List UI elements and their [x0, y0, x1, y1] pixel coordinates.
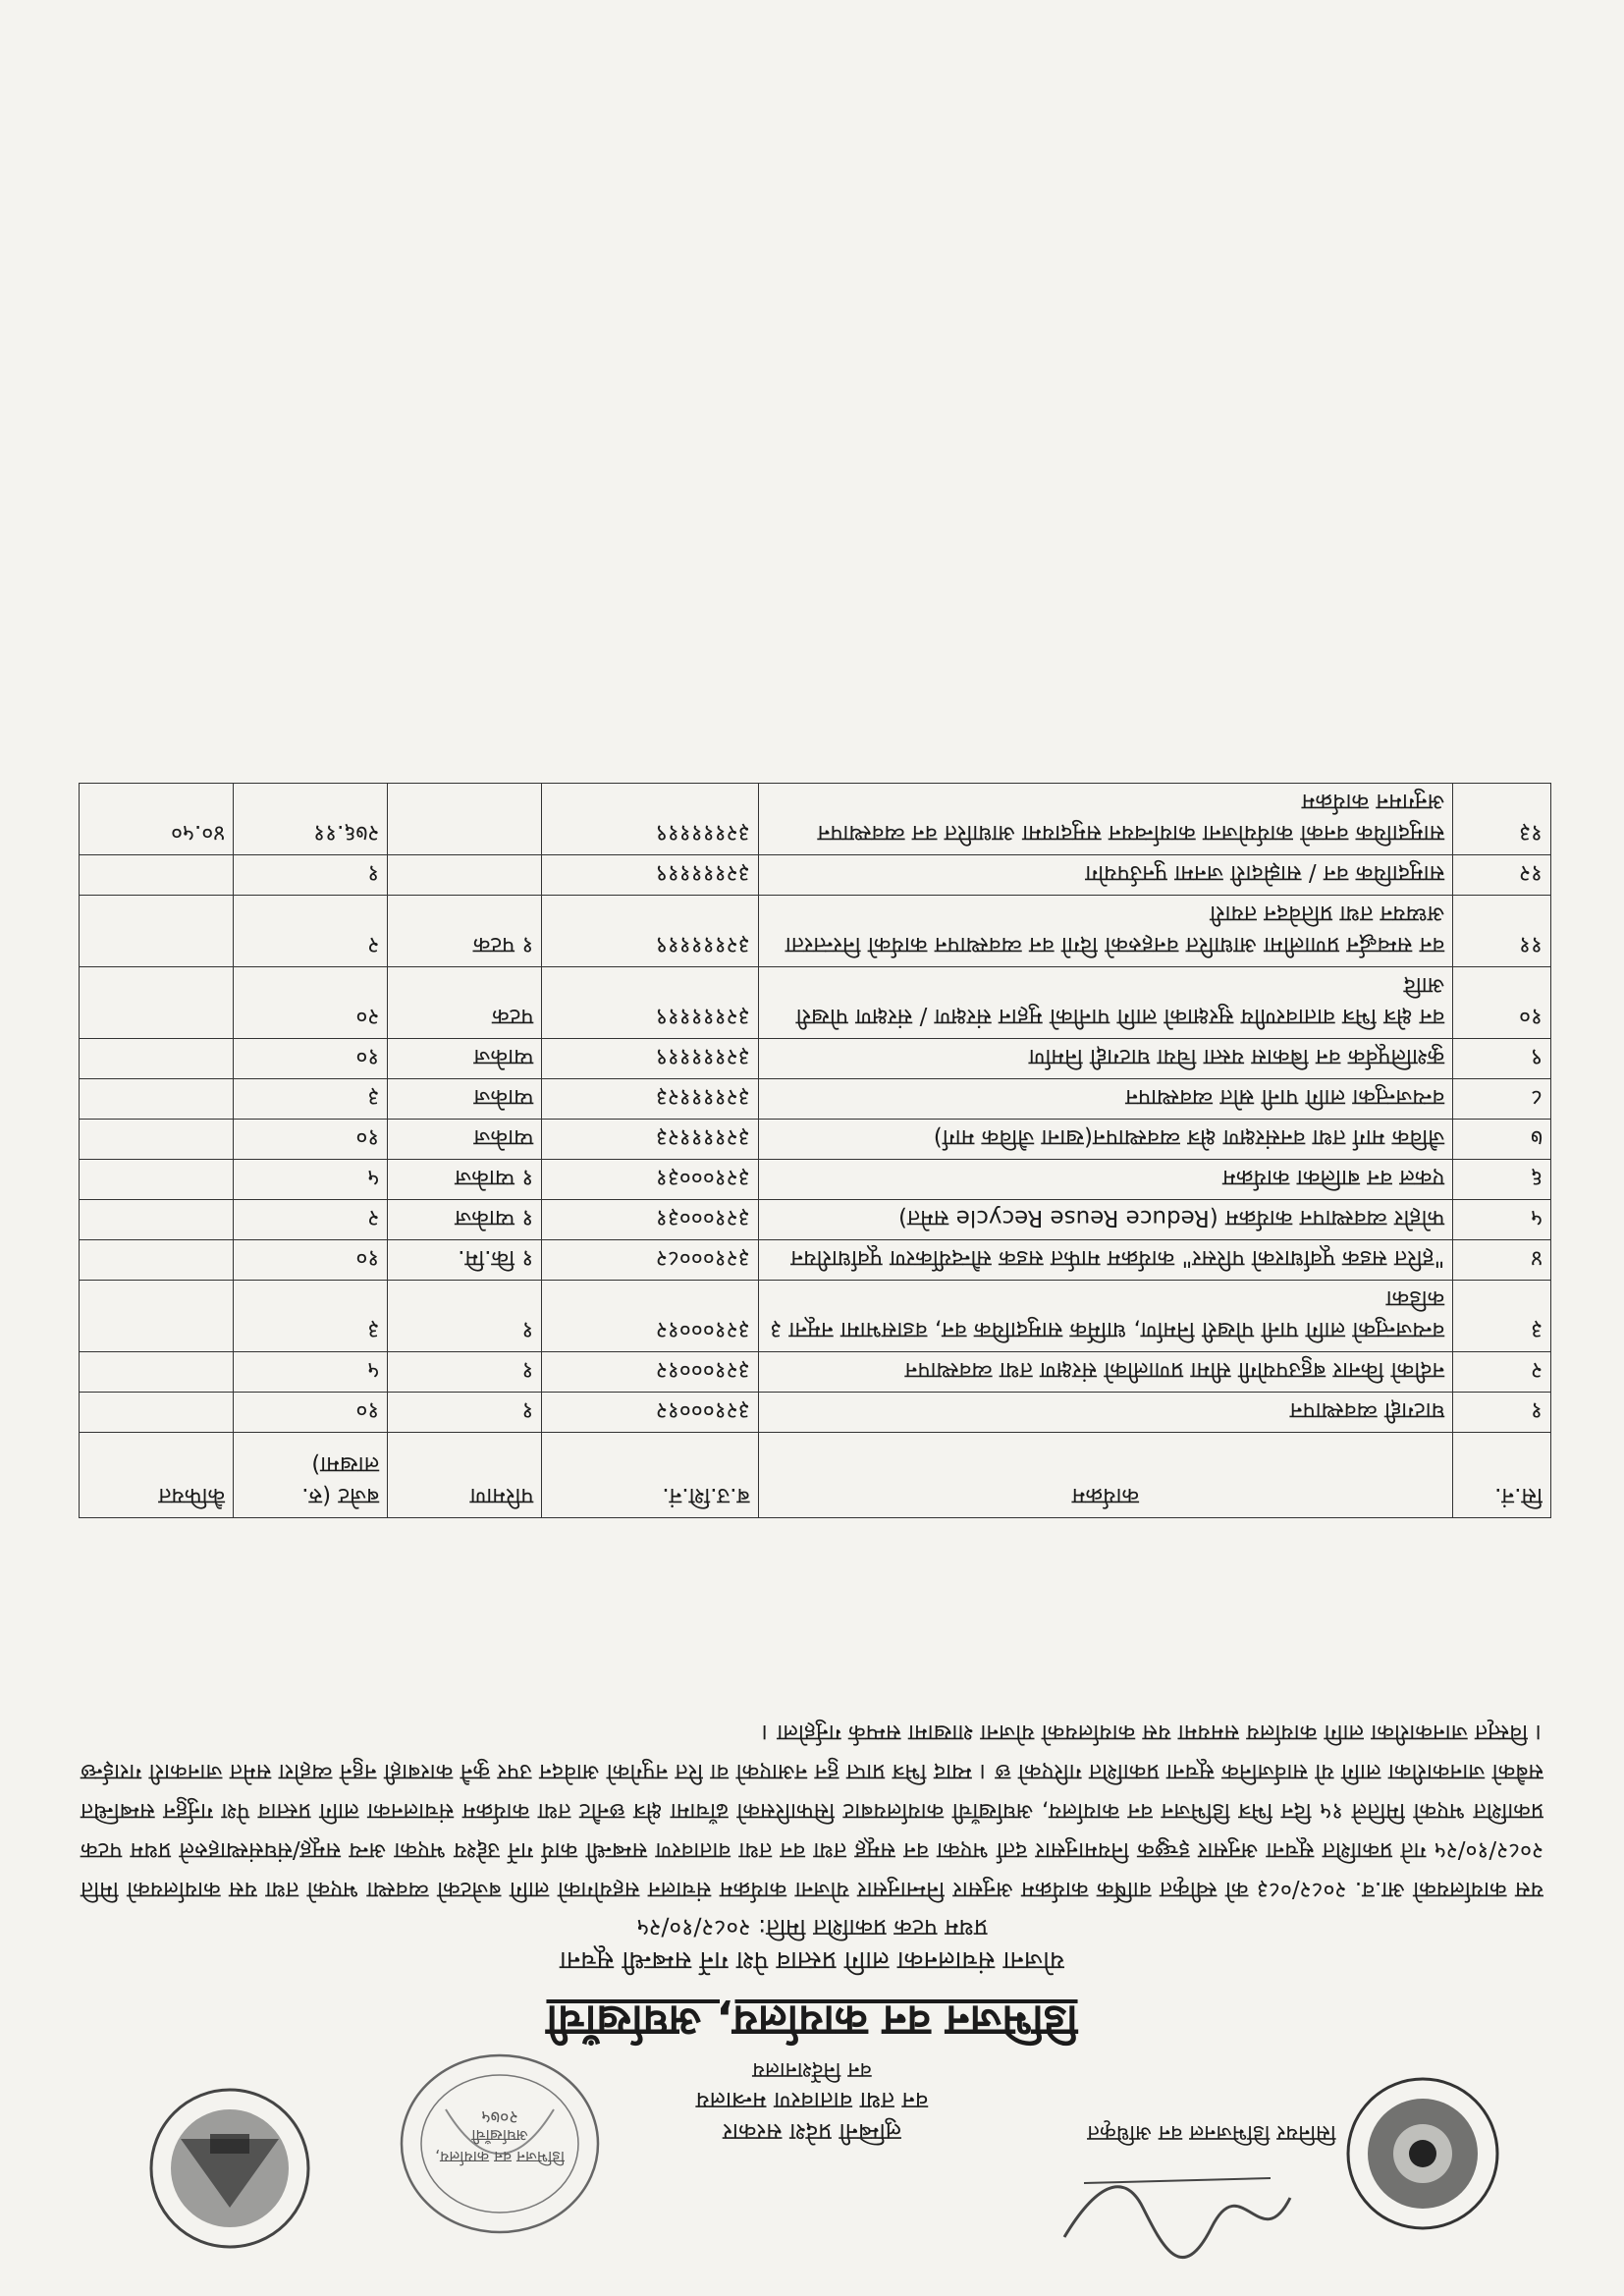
- cell-sn: ७: [1453, 1120, 1551, 1160]
- cell-budget: ५: [234, 1160, 388, 1200]
- table-row: [80, 1393, 1551, 1433]
- cell-code: ३२१११११९: [542, 967, 758, 1039]
- table-row: [80, 1240, 1551, 1281]
- cell-remark: [80, 1393, 234, 1433]
- cell-unit: पटक: [388, 967, 542, 1039]
- cell-budget: २०: [234, 967, 388, 1039]
- cell-sn: ४: [1453, 1240, 1551, 1281]
- notice-body: यस कार्यालयको आ.व. २०८२/०८३ को स्वीकृत वार्षिक कार्यक्रम अनुसार निम्नानुसार योजना कार्यक्रम संचालन सहयोगको लागि बजेटको व्यवस्था भएको तथा यस कार्यालयको मिति २०८२/१०/२५ गते प्रकाशित सूचना अनुसार इच्छुक नियमानुसार दर्ता भएका वन समूह तथा वन तथा वातावरण सम्बन्धी कार्य गर्ने उद्देश्य भएका अन्य समूह/संघसंस्थाहरुले प्रथम पटक प्रकाशित भएको मितिले १५ दिन भित्र डिभिजन वन कार्यालय, अर्घाखाँची कार्यालयबाट सिफारिसको ढाँचामा क्षेत्र छनौट तथा कार्यक्रम संचालनका लागि प्रस्ताव पेश गर्नुहुन सम्बन्धित सबैको जानकारीका लागि यो सार्वजनिक सूचना प्रकाशित गरिएको छ । म्याद भित्र प्राप्त हुन नआएको वा रित नपुगेको आवेदन उपर कुनै कारबाही नहुने व्यहोरा समेत जानकारी गराईन्छ । विस्तृत जानकारीका लागि कार्यालय समयमा यस कार्यालयको योजना शाखामा सम्पर्क गर्नुहोला ।: [81, 1720, 1543, 1902]
- cell-sn: ३: [1453, 1281, 1551, 1352]
- cell-program: वन क्षेत्र भित्र वातावरणीय सुरक्षाको लागि पानीको मुहान संरक्षण / संरक्षण पोखरी आदि: [758, 967, 1453, 1039]
- col-unit: परिमाण: [388, 1433, 542, 1518]
- signer-title: सिनियर डिभिजनल वन अधिकृत: [1087, 2120, 1336, 2145]
- cell-sn: १०: [1453, 967, 1551, 1039]
- cell-remark: [80, 1200, 234, 1240]
- cell-program: जैविक मार्ग तथा वनसंरक्षण क्षेत्र व्यवस्थापन(खाना जैविक मार्ग): [758, 1120, 1453, 1160]
- cell-program: सामुदायिक वनको कार्ययोजना कार्यान्वयन समुदायमा आधारित वन व्यवस्थापन अनुगमन कार्यक्रम: [758, 784, 1453, 855]
- cell-code: ३२१०००८२: [542, 1240, 758, 1281]
- notice-date: प्रथम पटक प्रकाशित मिति: २०८२/१०/२५: [636, 1914, 988, 1941]
- cell-program: नदीको किनार बहुउपयोगी सीमा प्रणालीको संरक्षण तथा व्यवस्थापन: [758, 1352, 1453, 1393]
- cell-unit: प्याकेज: [388, 1120, 542, 1160]
- cell-budget: ३: [234, 1079, 388, 1120]
- cell-remark: ४०.५०: [80, 784, 234, 855]
- cell-remark: [80, 1039, 234, 1079]
- program-table: [79, 783, 1551, 1518]
- cell-unit: १ प्याकेज: [388, 1200, 542, 1240]
- cell-sn: १३: [1453, 784, 1551, 855]
- col-code: ब.उ.शि.नं.: [542, 1433, 758, 1518]
- cell-sn: ५: [1453, 1200, 1551, 1240]
- cell-sn: १२: [1453, 855, 1551, 896]
- table-row: [80, 1039, 1551, 1079]
- cell-code: ३२१११११९: [542, 784, 758, 855]
- cell-budget: १: [234, 855, 388, 896]
- cell-unit: १: [388, 1393, 542, 1433]
- cell-code: ३२११११२३: [542, 1120, 758, 1160]
- col-remark: कैफियत: [80, 1433, 234, 1518]
- table-row: [80, 784, 1551, 855]
- cell-sn: ११: [1453, 896, 1551, 967]
- cell-remark: [80, 1240, 234, 1281]
- cell-budget: २७६.११: [234, 784, 388, 855]
- cell-code: ३२१०००३१: [542, 1160, 758, 1200]
- col-budget: बजेट (रु. लाखमा): [234, 1433, 388, 1518]
- cell-remark: [80, 855, 234, 896]
- cell-budget: १०: [234, 1039, 388, 1079]
- cell-unit: १: [388, 1352, 542, 1393]
- directorate-name: वन निर्देशनालय: [752, 2057, 872, 2082]
- cell-code: ३२१०००१२: [542, 1393, 758, 1433]
- signature-icon: [1055, 2159, 1300, 2276]
- cell-code: ३२१०००१२: [542, 1281, 758, 1352]
- cell-unit: १: [388, 1281, 542, 1352]
- cell-program: एकल वन बालिका कार्यक्रम: [758, 1160, 1453, 1200]
- cell-budget: २: [234, 1200, 388, 1240]
- cell-code: ३२१०००३१: [542, 1200, 758, 1240]
- cell-unit: प्याकेज: [388, 1079, 542, 1120]
- cell-program: फोहोर व्यवस्थापन कार्यक्रम (Reduce Reuse Recycle समेत): [758, 1200, 1453, 1240]
- cell-remark: [80, 1160, 234, 1200]
- table-row: [80, 1160, 1551, 1200]
- table-row: [80, 896, 1551, 967]
- cell-remark: [80, 1120, 234, 1160]
- cell-sn: ९: [1453, 1039, 1551, 1079]
- cell-budget: ३: [234, 1281, 388, 1352]
- table-row: [80, 1120, 1551, 1160]
- office-title: डिभिजन वन कार्यालय, अर्घाखाँची: [546, 1995, 1078, 2046]
- notice-title: योजना संचालनका लागि प्रस्ताव पेश गर्ने सम्बन्धी सूचना: [560, 1945, 1064, 1975]
- cell-program: वन्यजन्तुका लागि पानी स्रोत व्यवस्थापन: [758, 1079, 1453, 1120]
- cell-budget: १०: [234, 1120, 388, 1160]
- cell-program: सामुदायिक वन / साझेदारी जनमा पुनर्उपयोग: [758, 855, 1453, 896]
- cell-budget: १०: [234, 1240, 388, 1281]
- cell-sn: १: [1453, 1393, 1551, 1433]
- cell-unit: [388, 855, 542, 896]
- cell-code: ३२१११११९: [542, 896, 758, 967]
- col-sn: सि.नं.: [1453, 1433, 1551, 1518]
- cell-program: "हरित सडक पूर्वाधारको परिसर" कार्यक्रम मार्फत सडक सौन्दर्यीकरण पूर्वाधारीयन: [758, 1240, 1453, 1281]
- cell-budget: २: [234, 896, 388, 967]
- cell-budget: १०: [234, 1393, 388, 1433]
- cell-remark: [80, 1079, 234, 1120]
- cell-unit: १ प्याकेज: [388, 1160, 542, 1200]
- table-row: [80, 1079, 1551, 1120]
- table-row: [80, 1200, 1551, 1240]
- cell-budget: ५: [234, 1352, 388, 1393]
- table-row: [80, 967, 1551, 1039]
- cell-program: घाटगद्दी व्यवस्थापन: [758, 1393, 1453, 1433]
- cell-unit: प्याकेज: [388, 1039, 542, 1079]
- cell-program: वन सम्वर्द्धन प्रणालीमा आधारित वनहरुको दिगो वन व्यवस्थापन कार्यको निरन्तरता अध्ययन तथा प्रतिवेदन तयारी: [758, 896, 1453, 967]
- cell-program: कुशलिपूर्वक वन बिकास यस्ता चिया घाटगद्दी निर्माण: [758, 1039, 1453, 1079]
- cell-remark: [80, 896, 234, 967]
- table-header-row: [80, 1433, 1551, 1518]
- government-name: लुम्बिनी प्रदेश सरकार: [723, 2118, 902, 2146]
- table-row: [80, 1281, 1551, 1352]
- cell-remark: [80, 967, 234, 1039]
- cell-code: ३२११११२३: [542, 1079, 758, 1120]
- cell-code: ३२१०००१२: [542, 1352, 758, 1393]
- office-stamp-year: २०७५: [481, 2106, 518, 2127]
- cell-sn: ८: [1453, 1079, 1551, 1120]
- cell-sn: ६: [1453, 1160, 1551, 1200]
- cell-program: वन्यजन्तुको लागि पानी पोखरी निर्माण, धार्मिक सामुदायिक वन, वडासभामा नमूना ३ कडिका: [758, 1281, 1453, 1352]
- col-program: कार्यक्रम: [758, 1433, 1453, 1518]
- cell-unit: १ पटक: [388, 896, 542, 967]
- cell-unit: [388, 784, 542, 855]
- cell-remark: [80, 1352, 234, 1393]
- office-stamp-text: डिभिजन वन कार्यालय, अर्घाखाँची: [435, 2126, 565, 2166]
- cell-unit: १ कि.मि.: [388, 1240, 542, 1281]
- table-row: [80, 1352, 1551, 1393]
- cell-code: ३२१११११९: [542, 855, 758, 896]
- cell-remark: [80, 1281, 234, 1352]
- ministry-name: वन तथा वातावरण मन्त्रालय: [695, 2087, 929, 2114]
- table-row: [80, 855, 1551, 896]
- cell-code: ३२१११११९: [542, 1039, 758, 1079]
- cell-sn: २: [1453, 1352, 1551, 1393]
